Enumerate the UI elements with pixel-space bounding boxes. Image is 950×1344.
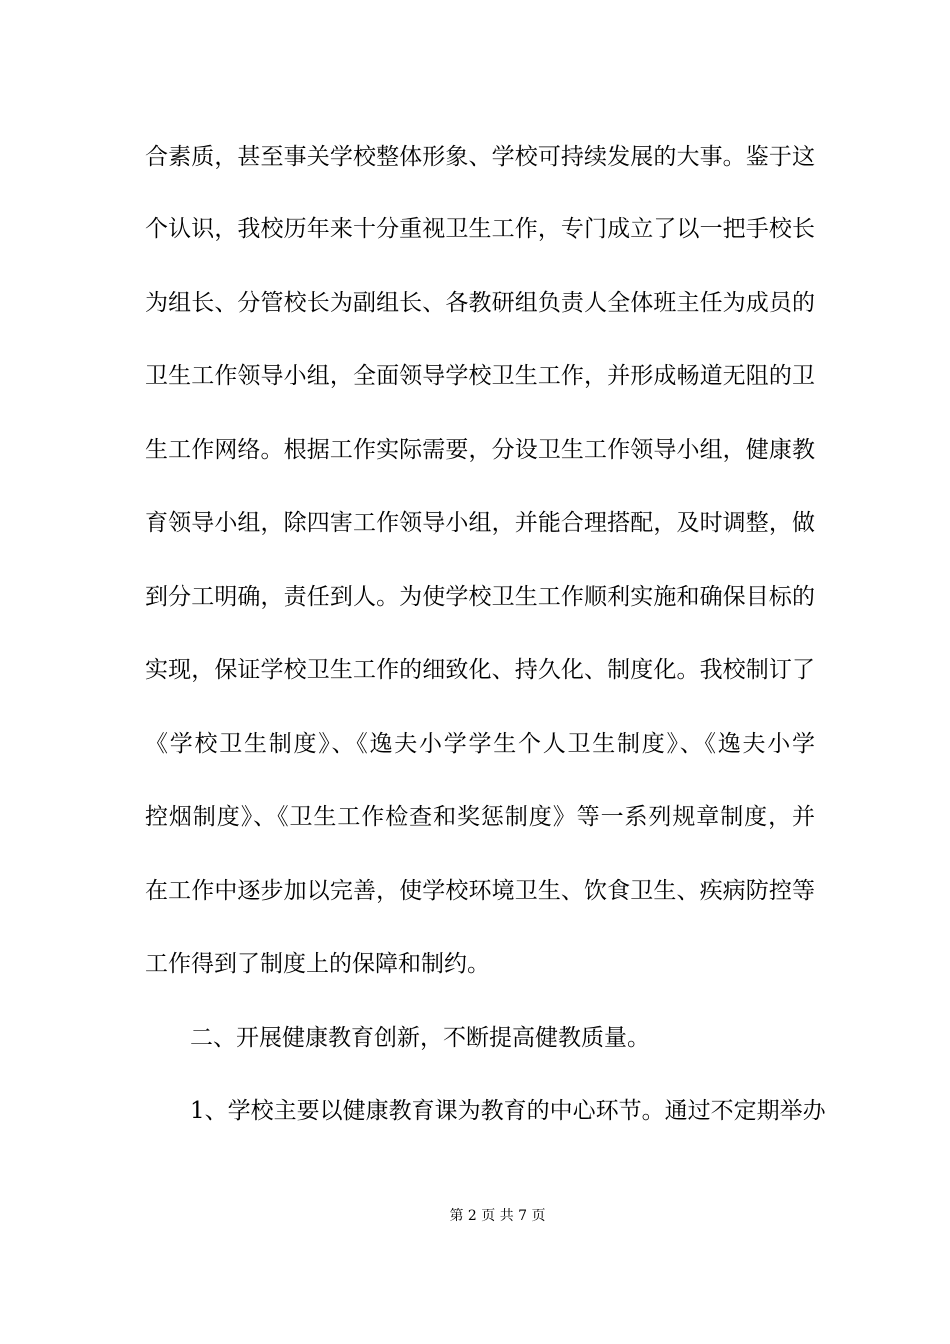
body-text-line: 为组长、分管校长为副组长、各教研组负责人全体班主任为成员的 (145, 290, 815, 316)
page-number: 第 2 页 共 7 页 (449, 1208, 546, 1224)
body-text-line: 卫生工作领导小组，全面领导学校卫生工作，并形成畅道无阻的卫 (145, 363, 815, 389)
body-text-line: 育领导小组，除四害工作领导小组，并能合理搭配，及时调整，做 (145, 510, 815, 536)
body-text-line: 《学校卫生制度》、《逸夫小学学生个人卫生制度》、《逸夫小学 (145, 731, 815, 757)
body-text-line: 实现，保证学校卫生工作的细致化、持久化、制度化。我校制订了 (145, 657, 815, 683)
section-heading: 二、开展健康教育创新，不断提高健教质量。 (190, 1025, 650, 1051)
body-text-line: 在工作中逐步加以完善，使学校环境卫生、饮食卫生、疾病防控等 (145, 878, 815, 904)
list-item-1: 1、学校主要以健康教育课为教育的中心环节。通过不定期举办 (190, 1098, 826, 1124)
body-text-line: 工作得到了制度上的保障和制约。 (145, 951, 490, 977)
body-text-line: 生工作网络。根据工作实际需要，分设卫生工作领导小组，健康教 (145, 437, 815, 463)
body-text-line: 合素质，甚至事关学校整体形象、学校可持续发展的大事。鉴于这 (145, 144, 815, 170)
body-text-line: 个认识，我校历年来十分重视卫生工作，专门成立了以一把手校长 (145, 216, 815, 242)
body-text-line: 控烟制度》、《卫生工作检查和奖惩制度》等一系列规章制度，并 (145, 804, 815, 830)
body-text-line: 到分工明确，责任到人。为使学校卫生工作顺利实施和确保目标的 (145, 584, 815, 610)
